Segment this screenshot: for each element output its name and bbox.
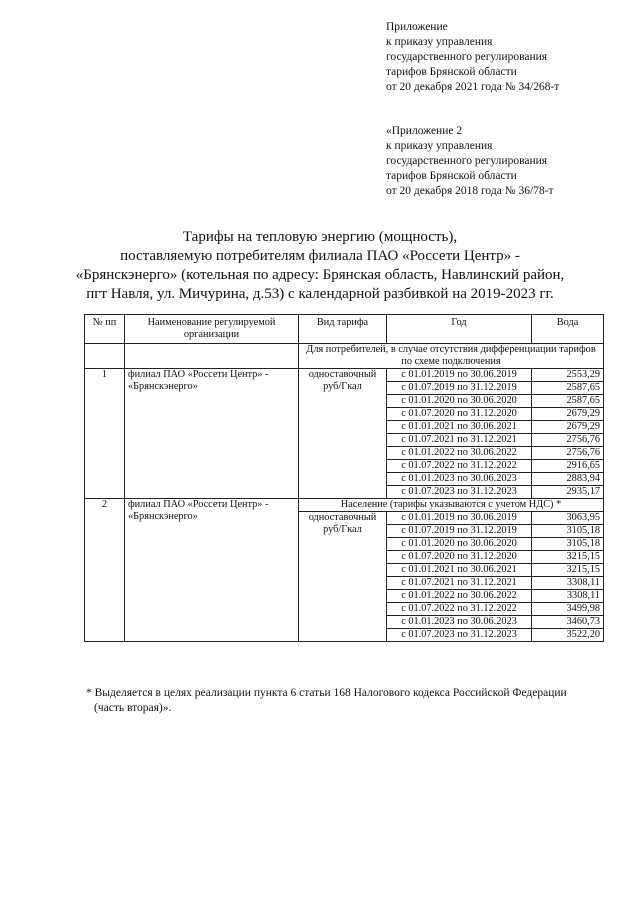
- section-label: Для потребителей, в случае отсутствия дифференциации тарифов по схеме подключения: [299, 344, 604, 369]
- appendix-line: к приказу управления: [386, 36, 493, 48]
- period-cell: с 01.07.2021 по 31.12.2021: [387, 577, 532, 590]
- period-cell: с 01.01.2021 по 30.06.2021: [387, 564, 532, 577]
- tariff-value-cell: 3308,11: [532, 577, 604, 590]
- period-cell: с 01.01.2023 по 30.06.2023: [387, 473, 532, 486]
- period-cell: с 01.01.2019 по 30.06.2019: [387, 512, 532, 525]
- period-cell: с 01.07.2021 по 31.12.2021: [387, 434, 532, 447]
- appendix-line: от 20 декабря 2021 года № 34/268-т: [386, 81, 560, 93]
- footnote-line: (часть вторая)».: [94, 702, 172, 714]
- tariff-value-cell: 2553,29: [532, 369, 604, 382]
- period-cell: с 01.07.2023 по 31.12.2023: [387, 486, 532, 499]
- section-label: Население (тарифы указываются с учетом НДС) *: [299, 499, 604, 512]
- appendix-line: Приложение: [386, 21, 448, 33]
- appendix-line: к приказу управления: [386, 140, 493, 152]
- tariff-value-cell: 3308,11: [532, 590, 604, 603]
- period-cell: с 01.07.2022 по 31.12.2022: [387, 603, 532, 616]
- appendix-line: тарифов Брянской области: [386, 170, 517, 182]
- header-year: Год: [387, 315, 532, 344]
- table-body: [85, 344, 604, 642]
- section-header-row: [85, 344, 604, 369]
- row-number: 2: [85, 499, 125, 642]
- table-header-row: [85, 315, 604, 344]
- period-cell: с 01.01.2020 по 30.06.2020: [387, 395, 532, 408]
- period-cell: с 01.07.2023 по 31.12.2023: [387, 629, 532, 642]
- period-cell: с 01.01.2020 по 30.06.2020: [387, 538, 532, 551]
- tariff-table: [84, 314, 604, 642]
- tariff-value-cell: 2679,29: [532, 421, 604, 434]
- header-organization: Наименование регулируемой организации: [125, 315, 299, 344]
- appendix-line: государственного регулирования: [386, 155, 548, 167]
- tariff-value-cell: 3522,20: [532, 629, 604, 642]
- tariff-value-cell: 3215,15: [532, 551, 604, 564]
- tariff-kind: одноставочный руб/Гкал: [299, 369, 387, 499]
- period-cell: с 01.07.2020 по 31.12.2020: [387, 551, 532, 564]
- row-number: 1: [85, 369, 125, 499]
- table-row: [85, 369, 604, 382]
- title-line: пгт Навля, ул. Мичурина, д.53) с календарной разбивкой на 2019-2023 гг.: [86, 286, 554, 302]
- period-cell: с 01.07.2022 по 31.12.2022: [387, 460, 532, 473]
- appendix-line: тарифов Брянской области: [386, 66, 517, 78]
- organization-name: филиал ПАО «Россети Центр» - «Брянскэнерго»: [125, 369, 299, 499]
- tariff-value-cell: 2679,29: [532, 408, 604, 421]
- period-cell: с 01.01.2019 по 30.06.2019: [387, 369, 532, 382]
- period-cell: с 01.01.2022 по 30.06.2022: [387, 447, 532, 460]
- empty-cell: [125, 344, 299, 369]
- header-water: Вода: [532, 315, 604, 344]
- section-header-row: [85, 499, 604, 512]
- tariff-value-cell: 3215,15: [532, 564, 604, 577]
- tariff-value-cell: 2916,65: [532, 460, 604, 473]
- title-line: Тарифы на тепловую энергию (мощность),: [182, 229, 458, 245]
- header-num: № пп: [85, 315, 125, 344]
- footnote: [86, 686, 616, 716]
- organization-name: филиал ПАО «Россети Центр» - «Брянскэнерго»: [125, 499, 299, 642]
- tariff-value-cell: 3105,18: [532, 538, 604, 551]
- header-tariff-kind: Вид тарифа: [299, 315, 387, 344]
- tariff-value-cell: 3063,95: [532, 512, 604, 525]
- tariff-value-cell: 2756,76: [532, 447, 604, 460]
- appendix-line: «Приложение 2: [386, 125, 463, 137]
- appendix-line: государственного регулирования: [386, 51, 548, 63]
- tariff-value-cell: 2587,65: [532, 395, 604, 408]
- tariff-kind: одноставочный руб/Гкал: [299, 512, 387, 642]
- title-line: поставляемую потребителям филиала ПАО «Россети Центр» -: [120, 248, 520, 264]
- tariff-value-cell: 2935,17: [532, 486, 604, 499]
- period-cell: с 01.07.2020 по 31.12.2020: [387, 408, 532, 421]
- title-line: «Брянскэнерго» (котельная по адресу: Брянская область, Навлинский район,: [75, 267, 565, 283]
- tariff-value-cell: 2756,76: [532, 434, 604, 447]
- period-cell: с 01.01.2022 по 30.06.2022: [387, 590, 532, 603]
- document-title: [60, 228, 580, 304]
- tariff-value-cell: 3105,18: [532, 525, 604, 538]
- period-cell: с 01.01.2023 по 30.06.2023: [387, 616, 532, 629]
- footnote-line: * Выделяется в целях реализации пункта 6 статьи 168 Налогового кодекса Российской Федерации: [86, 687, 567, 699]
- tariff-value-cell: 2587,65: [532, 382, 604, 395]
- tariff-value-cell: 3460,73: [532, 616, 604, 629]
- appendix-amended-order: [386, 124, 626, 199]
- period-cell: с 01.07.2019 по 31.12.2019: [387, 525, 532, 538]
- empty-cell: [85, 344, 125, 369]
- appendix-current-order: [386, 20, 626, 95]
- appendix-line: от 20 декабря 2018 года № 36/78-т: [386, 185, 554, 197]
- tariff-value-cell: 3499,98: [532, 603, 604, 616]
- period-cell: с 01.01.2021 по 30.06.2021: [387, 421, 532, 434]
- period-cell: с 01.07.2019 по 31.12.2019: [387, 382, 532, 395]
- tariff-value-cell: 2883,94: [532, 473, 604, 486]
